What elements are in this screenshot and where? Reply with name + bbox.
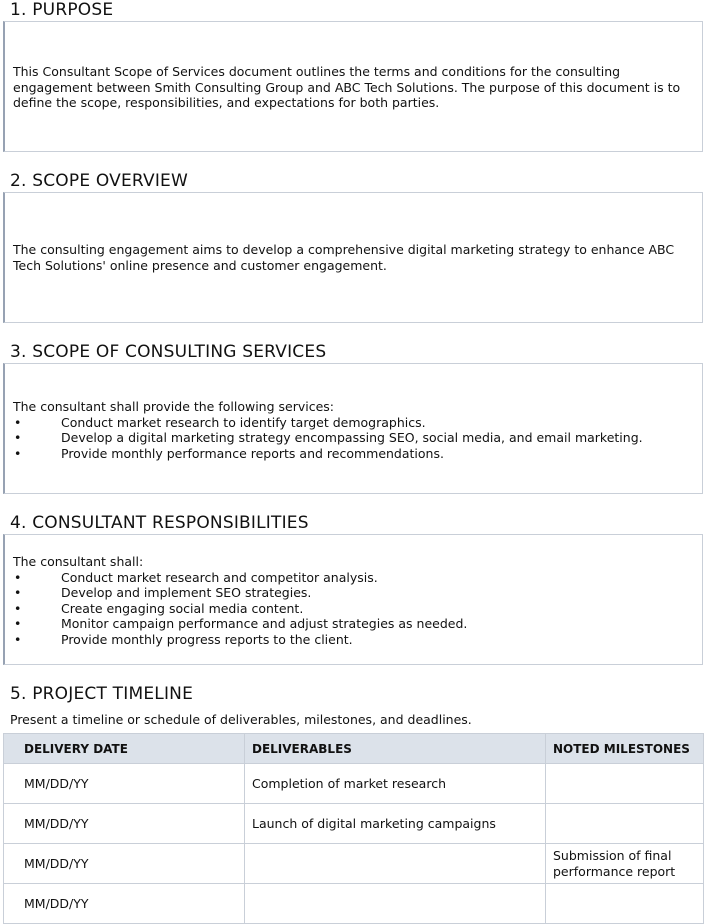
consulting-services-intro: The consultant shall provide the following services: (13, 399, 335, 414)
section-box-consultant-responsibilities (3, 534, 703, 665)
section-heading-consulting-services: 3. SCOPE OF CONSULTING SERVICES (10, 342, 327, 362)
purpose-text: This Consultant Scope of Services document outlines the terms and conditions for the consulting engagement between Smith Consulting Group and ABC Tech Solutions. The purpose of this document is to define the scope, responsibilities, and expectations for both parties. (13, 64, 681, 110)
list-item: • Provide monthly progress reports to the client. (13, 632, 690, 648)
table-cell-deliverable: Launch of digital marketing campaigns (245, 804, 546, 844)
section-box-scope-overview (3, 192, 703, 323)
table-row (4, 844, 704, 884)
scope-overview-text: The consulting engagement aims to develop a comprehensive digital marketing strategy to enhance ABC Tech Solutions' online presence and customer engagement. (13, 242, 675, 273)
section-box-purpose (3, 21, 703, 152)
responsibilities-list (13, 570, 690, 648)
table-cell-milestone (546, 804, 704, 844)
list-item: • Create engaging social media content. (13, 601, 690, 617)
list-item: • Conduct market research and competitor analysis. (13, 570, 690, 586)
table-cell-milestone (546, 884, 704, 924)
section-heading-scope-overview: 2. SCOPE OVERVIEW (10, 171, 188, 191)
table-row (4, 764, 704, 804)
table-cell-delivery-date: MM/DD/YY (4, 804, 245, 844)
list-item: • Monitor campaign performance and adjust strategies as needed. (13, 616, 690, 632)
responsibilities-content (13, 554, 690, 647)
column-header-noted-milestones: NOTED MILESTONES (546, 734, 704, 764)
list-item: • Provide monthly performance reports and recommendations. (13, 446, 690, 462)
table-header-row (4, 734, 704, 764)
column-header-delivery-date: DELIVERY DATE (4, 734, 245, 764)
section-box-consulting-services (3, 363, 703, 494)
list-item: • Conduct market research to identify target demographics. (13, 415, 690, 431)
table-cell-delivery-date: MM/DD/YY (4, 764, 245, 804)
responsibilities-intro: The consultant shall: (13, 554, 144, 569)
table-cell-milestone: Submission of final performance report (546, 844, 704, 884)
table-cell-deliverable (245, 884, 546, 924)
table-cell-deliverable (245, 844, 546, 884)
timeline-intro: Present a timeline or schedule of deliverables, milestones, and deadlines. (10, 712, 472, 727)
consulting-services-content (13, 399, 690, 461)
section-heading-project-timeline: 5. PROJECT TIMELINE (10, 684, 194, 704)
table-row (4, 884, 704, 924)
table-cell-deliverable: Completion of market research (245, 764, 546, 804)
table-cell-delivery-date: MM/DD/YY (4, 884, 245, 924)
consulting-services-list (13, 415, 690, 462)
table-cell-delivery-date: MM/DD/YY (4, 844, 245, 884)
section-heading-purpose: 1. PURPOSE (10, 0, 114, 20)
section-heading-consultant-responsibilities: 4. CONSULTANT RESPONSIBILITIES (10, 513, 309, 533)
table-cell-milestone (546, 764, 704, 804)
column-header-deliverables: DELIVERABLES (245, 734, 546, 764)
table-row (4, 804, 704, 844)
list-item: • Develop a digital marketing strategy encompassing SEO, social media, and email marketing. (13, 430, 690, 446)
list-item: • Develop and implement SEO strategies. (13, 585, 690, 601)
timeline-table (3, 733, 704, 924)
